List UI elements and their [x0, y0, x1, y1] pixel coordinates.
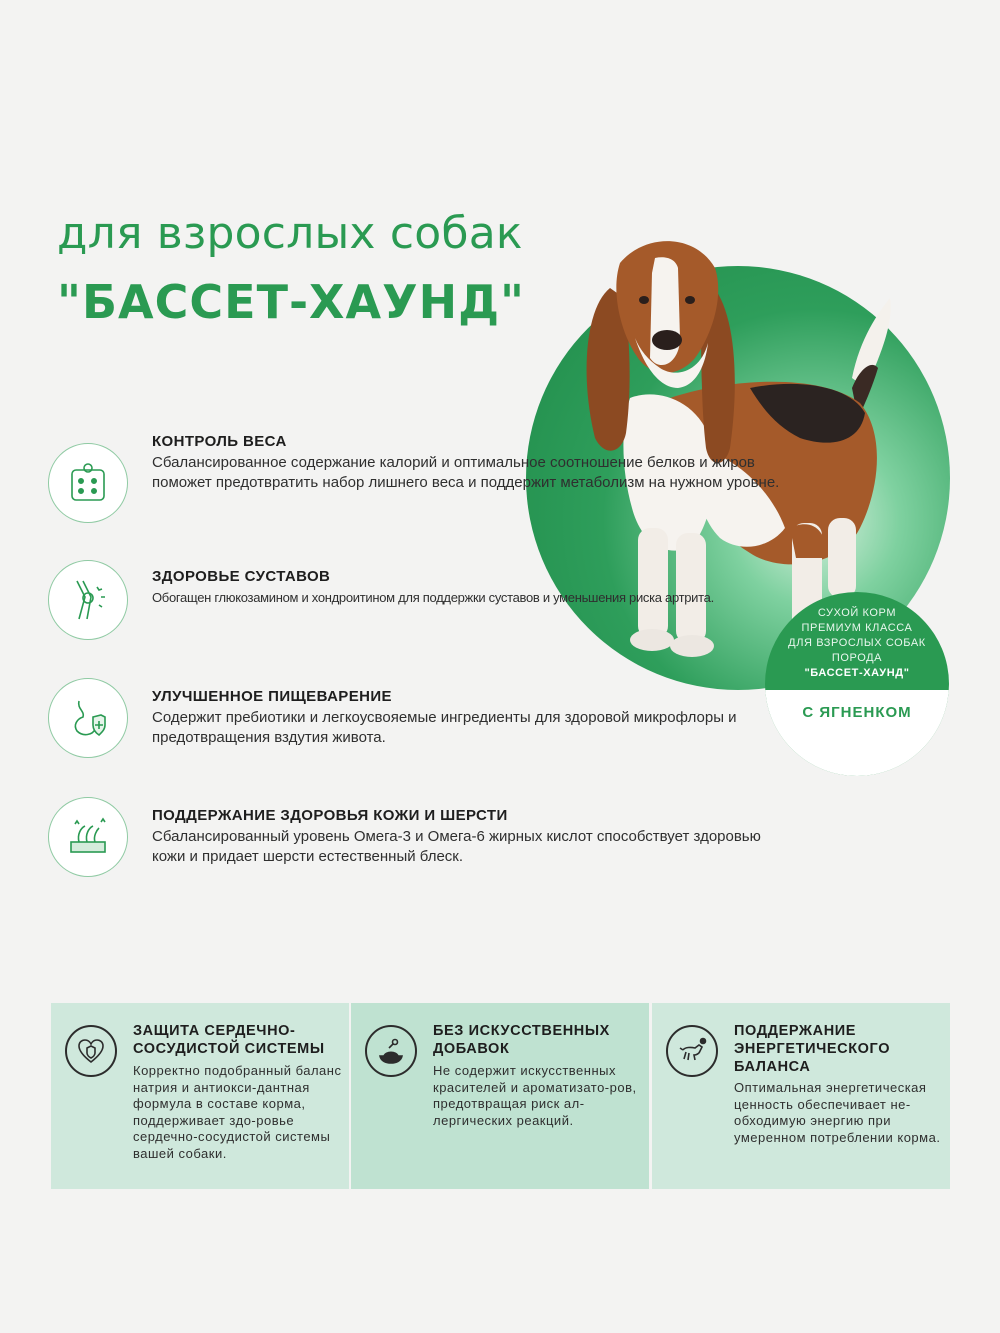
card-cardio	[51, 1003, 349, 1189]
badge-line-4: ПОРОДА	[831, 652, 883, 664]
badge-description	[765, 606, 949, 681]
feature-title: ПОДДЕРЖАНИЕ ЗДОРОВЬЯ КОЖИ И ШЕРСТИ	[152, 807, 508, 824]
joint-icon	[48, 560, 128, 640]
badge-flavor: С ЯГНЕНКОМ	[802, 704, 912, 721]
card-title: ЗАЩИТА СЕРДЕЧНО-СОСУДИСТОЙ СИСТЕМЫ	[133, 1023, 325, 1057]
headline-line-2: "БАССЕТ-ХАУНД"	[57, 275, 526, 329]
badge-line-5: "БАССЕТ-ХАУНД"	[804, 667, 910, 679]
badge-line-2: ПРЕМИУМ КЛАССА	[801, 622, 913, 634]
card-title: ПОДДЕРЖАНИЕ ЭНЕРГЕТИЧЕСКОГО БАЛАНСА	[734, 1023, 891, 1075]
feature-description: Сбалансированное содержание калорий и оптимальное соотношение белков и жиров поможет предотвратить набор лишнего веса и поддержит метаболизм на нужном уровне.	[152, 454, 780, 491]
card-description: Корректно подобранный баланс натрия и антиокси-дантная формула в составе корма, поддерживает здо-ровье сердечно-сосудистой системы вашей собаки.	[133, 1063, 342, 1161]
product-badge	[765, 592, 949, 776]
running-dog-icon	[666, 1025, 718, 1077]
badge-line-1: СУХОЙ КОРМ	[817, 607, 897, 619]
skin-hair-icon	[48, 797, 128, 877]
scale-paws-icon	[48, 443, 128, 523]
stomach-shield-icon	[48, 678, 128, 758]
badge-line-3: ДЛЯ ВЗРОСЛЫХ СОБАК	[788, 637, 926, 649]
feature-title: ЗДОРОВЬЕ СУСТАВОВ	[152, 568, 331, 585]
headline-line-1: для взрослых собак	[57, 208, 523, 259]
feature-description: Содержит пребиотики и легкоусвояемые ингредиенты для здоровой микрофлоры и предотвращения вздутия живота.	[152, 709, 737, 746]
heart-shield-icon	[65, 1025, 117, 1077]
badge-flavor-panel	[765, 690, 949, 776]
card-energy	[652, 1003, 950, 1189]
card-no-additives	[351, 1003, 649, 1189]
food-bowl-icon	[365, 1025, 417, 1077]
feature-description: Обогащен глюкозамином и хондроитином для поддержки суставов и уменьшения риска артрита.	[152, 590, 714, 605]
card-description: Оптимальная энергетическая ценность обеспечивает не-обходимую энергию при умеренном потреблении корма.	[734, 1080, 941, 1145]
feature-title: КОНТРОЛЬ ВЕСА	[152, 433, 287, 450]
feature-title: УЛУЧШЕННОЕ ПИЩЕВАРЕНИЕ	[152, 688, 392, 705]
feature-description: Сбалансированный уровень Омега-3 и Омега-6 жирных кислот способствует здоровью кожи и придает шерсти естественный блеск.	[152, 828, 761, 865]
card-description: Не содержит искусственных красителей и ароматизато-ров, предотвращая риск ал-лергических реакций.	[433, 1063, 637, 1128]
card-title: БЕЗ ИСКУССТВЕННЫХ ДОБАВОК	[433, 1023, 610, 1057]
